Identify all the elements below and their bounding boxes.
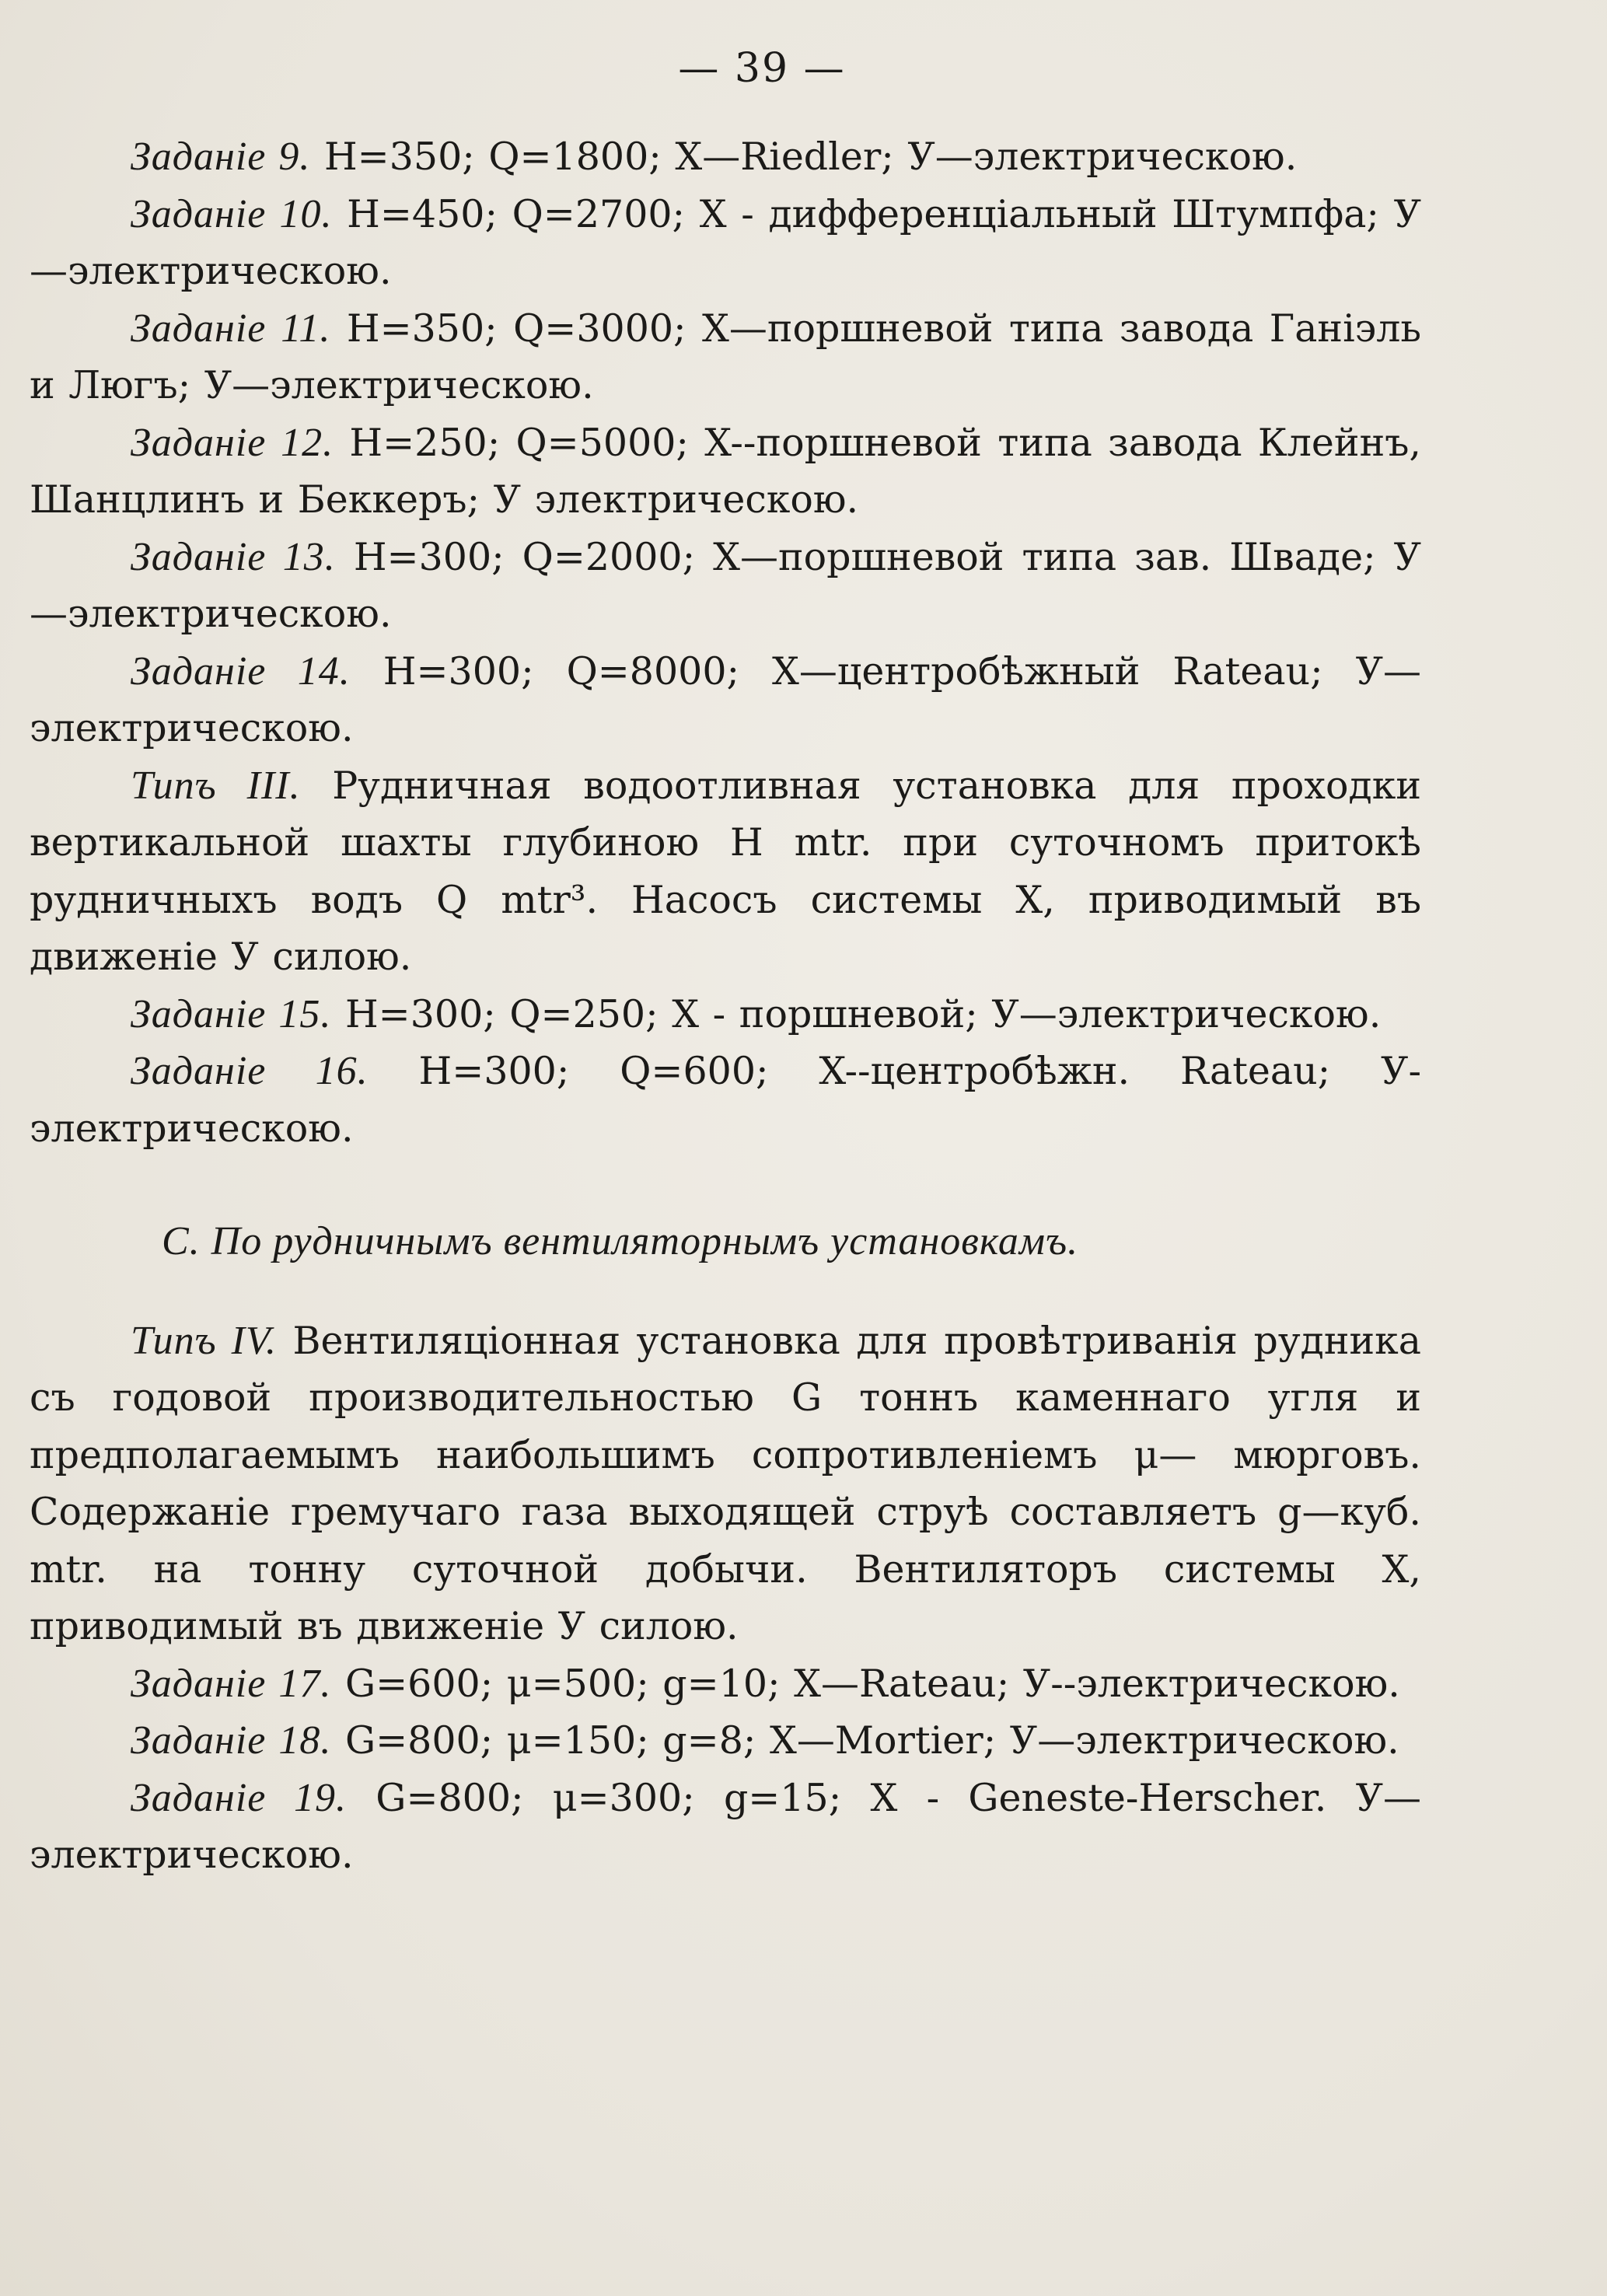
paragraph-task-14: [30, 643, 1421, 757]
section-heading: C. По рудничнымъ вентиляторнымъ установкамъ.: [162, 1219, 1079, 1263]
paragraph-lead: Заданіе 10.: [131, 191, 333, 236]
paragraph-task-19: [30, 1770, 1421, 1884]
paragraph-text: H=450; Q=2700; X - дифференціальный Штумпфа; У—электрическою.: [30, 191, 1422, 293]
paragraph-task-11: [30, 300, 1421, 414]
paragraph-lead: Заданіе 16.: [131, 1049, 369, 1093]
paragraph-text: H=350; Q=3000; X—поршневой типа завода Ганіэль и Люгъ; У—электрическою.: [30, 306, 1421, 407]
paragraph-lead: Заданіе 13.: [131, 534, 336, 579]
paragraph-lead: Заданіе 18.: [131, 1718, 332, 1763]
paragraph-lead: Заданіе 11.: [131, 306, 331, 351]
paragraph-text: H=300; Q=8000; X—центробѣжный Rateau; У—электрическою.: [30, 648, 1422, 750]
paragraph-lead: Заданіе 15.: [131, 991, 332, 1036]
paragraph-text: G=800; μ=300; g=15; X - Geneste-Herscher. У—электрическою.: [30, 1775, 1422, 1877]
paragraph-text: G=600; μ=500; g=10; X—Rateau; У--электрическою.: [344, 1661, 1400, 1706]
page-number: — 39 —: [678, 45, 846, 92]
page-body: [30, 128, 1421, 1884]
paragraph-text: H=300; Q=600; X--центробѣжн. Rateau; У- электрическою.: [30, 1049, 1422, 1151]
paragraph-lead: Заданіе 14.: [131, 648, 351, 694]
paragraph-task-16: [30, 1043, 1421, 1157]
paragraph-text: H=300; Q=250; X - поршневой; У—электрическою.: [344, 991, 1382, 1036]
paragraph-task-9: [30, 128, 1421, 186]
paragraph-type-4: [30, 1312, 1421, 1655]
paragraph-lead: Заданіе 19.: [131, 1775, 348, 1820]
paragraph-lead: Заданіе 12.: [131, 420, 334, 465]
paragraph-task-12: [30, 414, 1421, 529]
paragraph-type-3: [30, 757, 1421, 986]
paragraph-text: H=350; Q=1800; X—Riedler; У—электрическою.: [323, 135, 1298, 179]
paragraph-lead: Типъ III.: [131, 763, 301, 808]
paragraph-text: G=800; μ=150; g=8; X—Mortier; У—электрическою.: [344, 1718, 1399, 1763]
paragraph-task-15: [30, 986, 1421, 1043]
paragraph-lead: Заданіе 17.: [131, 1661, 332, 1706]
paragraph-task-13: [30, 529, 1421, 643]
paragraph-text: H=300; Q=2000; X—поршневой типа зав. Шваде; У—электрическою.: [30, 534, 1422, 636]
paragraph-lead: Заданіе 9.: [131, 135, 311, 179]
paragraph-task-17: [30, 1655, 1421, 1713]
paragraph-lead: Типъ IV.: [131, 1318, 277, 1363]
paragraph-task-18: [30, 1712, 1421, 1770]
paragraph-text: H=250; Q=5000; X--поршневой типа завода Клейнъ, Шанцлинъ и Беккеръ; У электрическою.: [30, 420, 1421, 522]
paragraph-text: Вентиляціонная установка для провѣтриванія рудника съ годовой производительностью G тоннъ каменнаго угля и предполагаемымъ наибольшимъ сопротивленіемъ μ— мюрговъ. Содержаніе гремучаго газа выходящей струѣ составляетъ g—куб. mtr. на тонну суточной добычи. Вентиляторъ системы X, приводимый въ движеніе У силою.: [30, 1318, 1421, 1648]
paragraph-task-10: [30, 186, 1421, 300]
paragraph-text: Рудничная водоотливная установка для проходки вертикальной шахты глубиною H mtr. при суточномъ притокѣ рудничныхъ водъ Q mtr³. Насосъ системы X, приводимый въ движеніе У силою.: [30, 763, 1421, 979]
